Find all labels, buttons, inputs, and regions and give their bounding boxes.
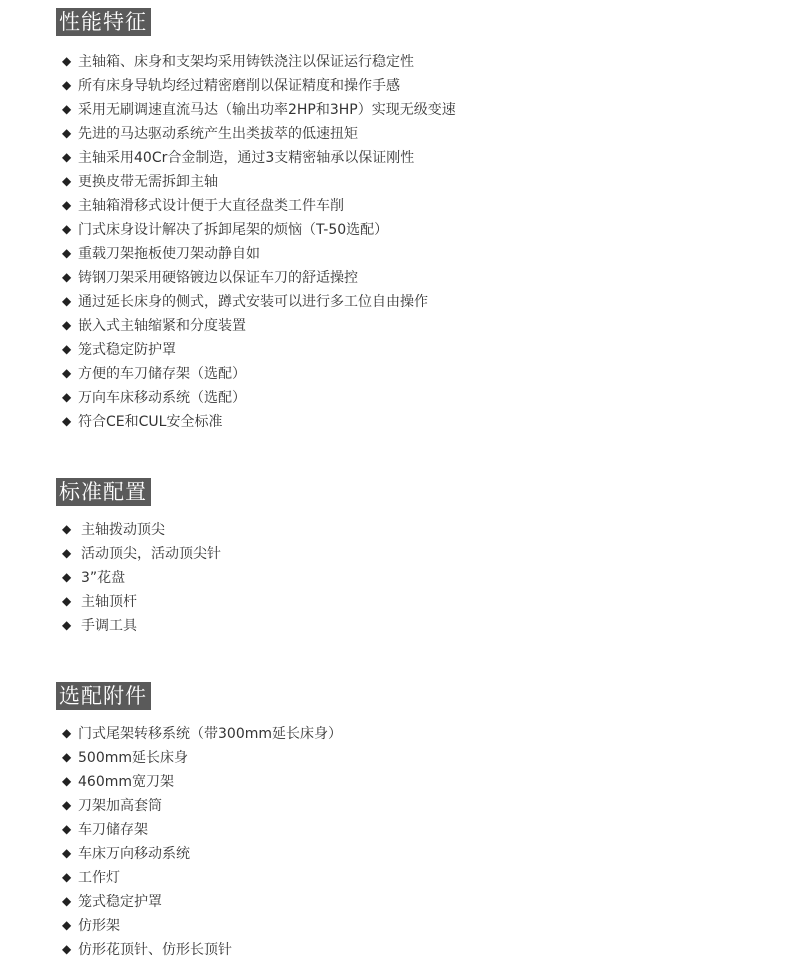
- diamond-bullet-icon: ◆: [62, 594, 72, 608]
- list-item-text: 主轴采用40Cr合金制造，通过3支精密轴承以保证刚性: [78, 150, 415, 166]
- list-item: [56, 265, 456, 289]
- diamond-bullet-icon: ◆: [62, 522, 72, 536]
- list-item: [56, 613, 221, 637]
- list-item: [56, 565, 221, 589]
- diamond-bullet-icon: ◆: [62, 198, 72, 212]
- diamond-bullet-icon: ◆: [62, 570, 72, 584]
- list-item: [56, 589, 221, 613]
- list-item-text: 门式尾架转移系统（带300mm延长床身）: [78, 726, 342, 742]
- list-item: [56, 313, 456, 337]
- list-item-text: 万向车床移动系统（选配）: [78, 390, 246, 406]
- optional-accessories-section: [56, 682, 342, 961]
- diamond-bullet-icon: ◆: [62, 894, 72, 908]
- list-item: [56, 145, 456, 169]
- diamond-bullet-icon: ◆: [62, 774, 72, 788]
- list-item-text: 车床万向移动系统: [78, 846, 190, 862]
- list-item: [56, 121, 456, 145]
- list-item-text: 方便的车刀储存架（选配）: [78, 366, 246, 382]
- list-item: [56, 865, 342, 889]
- features-heading: 性能特征: [56, 8, 151, 36]
- list-item: [56, 385, 456, 409]
- list-item: [56, 841, 342, 865]
- list-item-text: 主轴箱滑移式设计便于大直径盘类工件车削: [78, 198, 344, 214]
- diamond-bullet-icon: ◆: [62, 222, 72, 236]
- diamond-bullet-icon: ◆: [62, 318, 72, 332]
- list-item: [56, 193, 456, 217]
- list-item: [56, 793, 342, 817]
- list-item-text: 活动顶尖，活动顶尖针: [81, 546, 221, 562]
- list-item: [56, 721, 342, 745]
- list-item: [56, 409, 456, 433]
- diamond-bullet-icon: ◆: [62, 798, 72, 812]
- diamond-bullet-icon: ◆: [62, 342, 72, 356]
- optional-accessories-list: [56, 721, 342, 961]
- list-item-text: 500mm延长床身: [78, 750, 188, 766]
- list-item: [56, 913, 342, 937]
- list-item-text: 笼式稳定护罩: [78, 894, 162, 910]
- diamond-bullet-icon: ◆: [62, 366, 72, 380]
- list-item-text: 笼式稳定防护罩: [78, 342, 176, 358]
- features-list: [56, 49, 456, 433]
- diamond-bullet-icon: ◆: [62, 846, 72, 860]
- diamond-bullet-icon: ◆: [62, 546, 72, 560]
- list-item: [56, 241, 456, 265]
- list-item-text: 主轴拨动顶尖: [81, 522, 165, 538]
- list-item-text: 工作灯: [78, 870, 120, 886]
- list-item-text: 3”花盘: [81, 570, 126, 586]
- list-item: [56, 337, 456, 361]
- list-item-text: 车刀储存架: [78, 822, 148, 838]
- diamond-bullet-icon: ◆: [62, 870, 72, 884]
- list-item-text: 通过延长床身的侧式，蹲式安装可以进行多工位自由操作: [78, 294, 428, 310]
- list-item-text: 刀架加高套筒: [78, 798, 162, 814]
- diamond-bullet-icon: ◆: [62, 918, 72, 932]
- diamond-bullet-icon: ◆: [62, 54, 72, 68]
- features-section: [56, 8, 456, 433]
- list-item: [56, 49, 456, 73]
- diamond-bullet-icon: ◆: [62, 150, 72, 164]
- list-item: [56, 517, 221, 541]
- list-item-text: 主轴箱、床身和支架均采用铸铁浇注以保证运行稳定性: [78, 54, 414, 70]
- diamond-bullet-icon: ◆: [62, 942, 72, 956]
- list-item: [56, 745, 342, 769]
- list-item-text: 门式床身设计解决了拆卸尾架的烦恼（T-50选配）: [78, 222, 389, 238]
- standard-config-list: [56, 517, 221, 637]
- diamond-bullet-icon: ◆: [62, 174, 72, 188]
- diamond-bullet-icon: ◆: [62, 126, 72, 140]
- optional-accessories-heading: 选配附件: [56, 682, 151, 710]
- list-item: [56, 889, 342, 913]
- list-item-text: 仿形花顶针、仿形长顶针: [78, 942, 232, 958]
- list-item-text: 所有床身导轨均经过精密磨削以保证精度和操作手感: [78, 78, 400, 94]
- diamond-bullet-icon: ◆: [62, 246, 72, 260]
- diamond-bullet-icon: ◆: [62, 270, 72, 284]
- list-item-text: 铸钢刀架采用硬铬镀边以保证车刀的舒适操控: [78, 270, 358, 286]
- diamond-bullet-icon: ◆: [62, 750, 72, 764]
- diamond-bullet-icon: ◆: [62, 414, 72, 428]
- diamond-bullet-icon: ◆: [62, 78, 72, 92]
- list-item-text: 重载刀架拖板使刀架动静自如: [78, 246, 260, 262]
- list-item-text: 主轴顶杆: [81, 594, 137, 610]
- list-item: [56, 937, 342, 961]
- diamond-bullet-icon: ◆: [62, 390, 72, 404]
- list-item: [56, 541, 221, 565]
- diamond-bullet-icon: ◆: [62, 294, 72, 308]
- list-item-text: 更换皮带无需拆卸主轴: [78, 174, 218, 190]
- list-item: [56, 217, 456, 241]
- list-item: [56, 73, 456, 97]
- list-item: [56, 361, 456, 385]
- diamond-bullet-icon: ◆: [62, 618, 72, 632]
- list-item-text: 460mm宽刀架: [78, 774, 174, 790]
- diamond-bullet-icon: ◆: [62, 822, 72, 836]
- list-item: [56, 97, 456, 121]
- list-item: [56, 169, 456, 193]
- list-item: [56, 817, 342, 841]
- list-item: [56, 289, 456, 313]
- list-item-text: 先进的马达驱动系统产生出类拔萃的低速扭矩: [78, 126, 358, 142]
- diamond-bullet-icon: ◆: [62, 726, 72, 740]
- list-item-text: 符合CE和CUL安全标准: [78, 414, 223, 430]
- list-item-text: 仿形架: [78, 918, 120, 934]
- diamond-bullet-icon: ◆: [62, 102, 72, 116]
- standard-config-heading: 标准配置: [56, 478, 151, 506]
- list-item-text: 采用无刷调速直流马达（输出功率2HP和3HP）实现无级变速: [78, 102, 456, 118]
- list-item-text: 嵌入式主轴缩紧和分度装置: [78, 318, 246, 334]
- list-item-text: 手调工具: [81, 618, 137, 634]
- list-item: [56, 769, 342, 793]
- standard-config-section: [56, 478, 221, 637]
